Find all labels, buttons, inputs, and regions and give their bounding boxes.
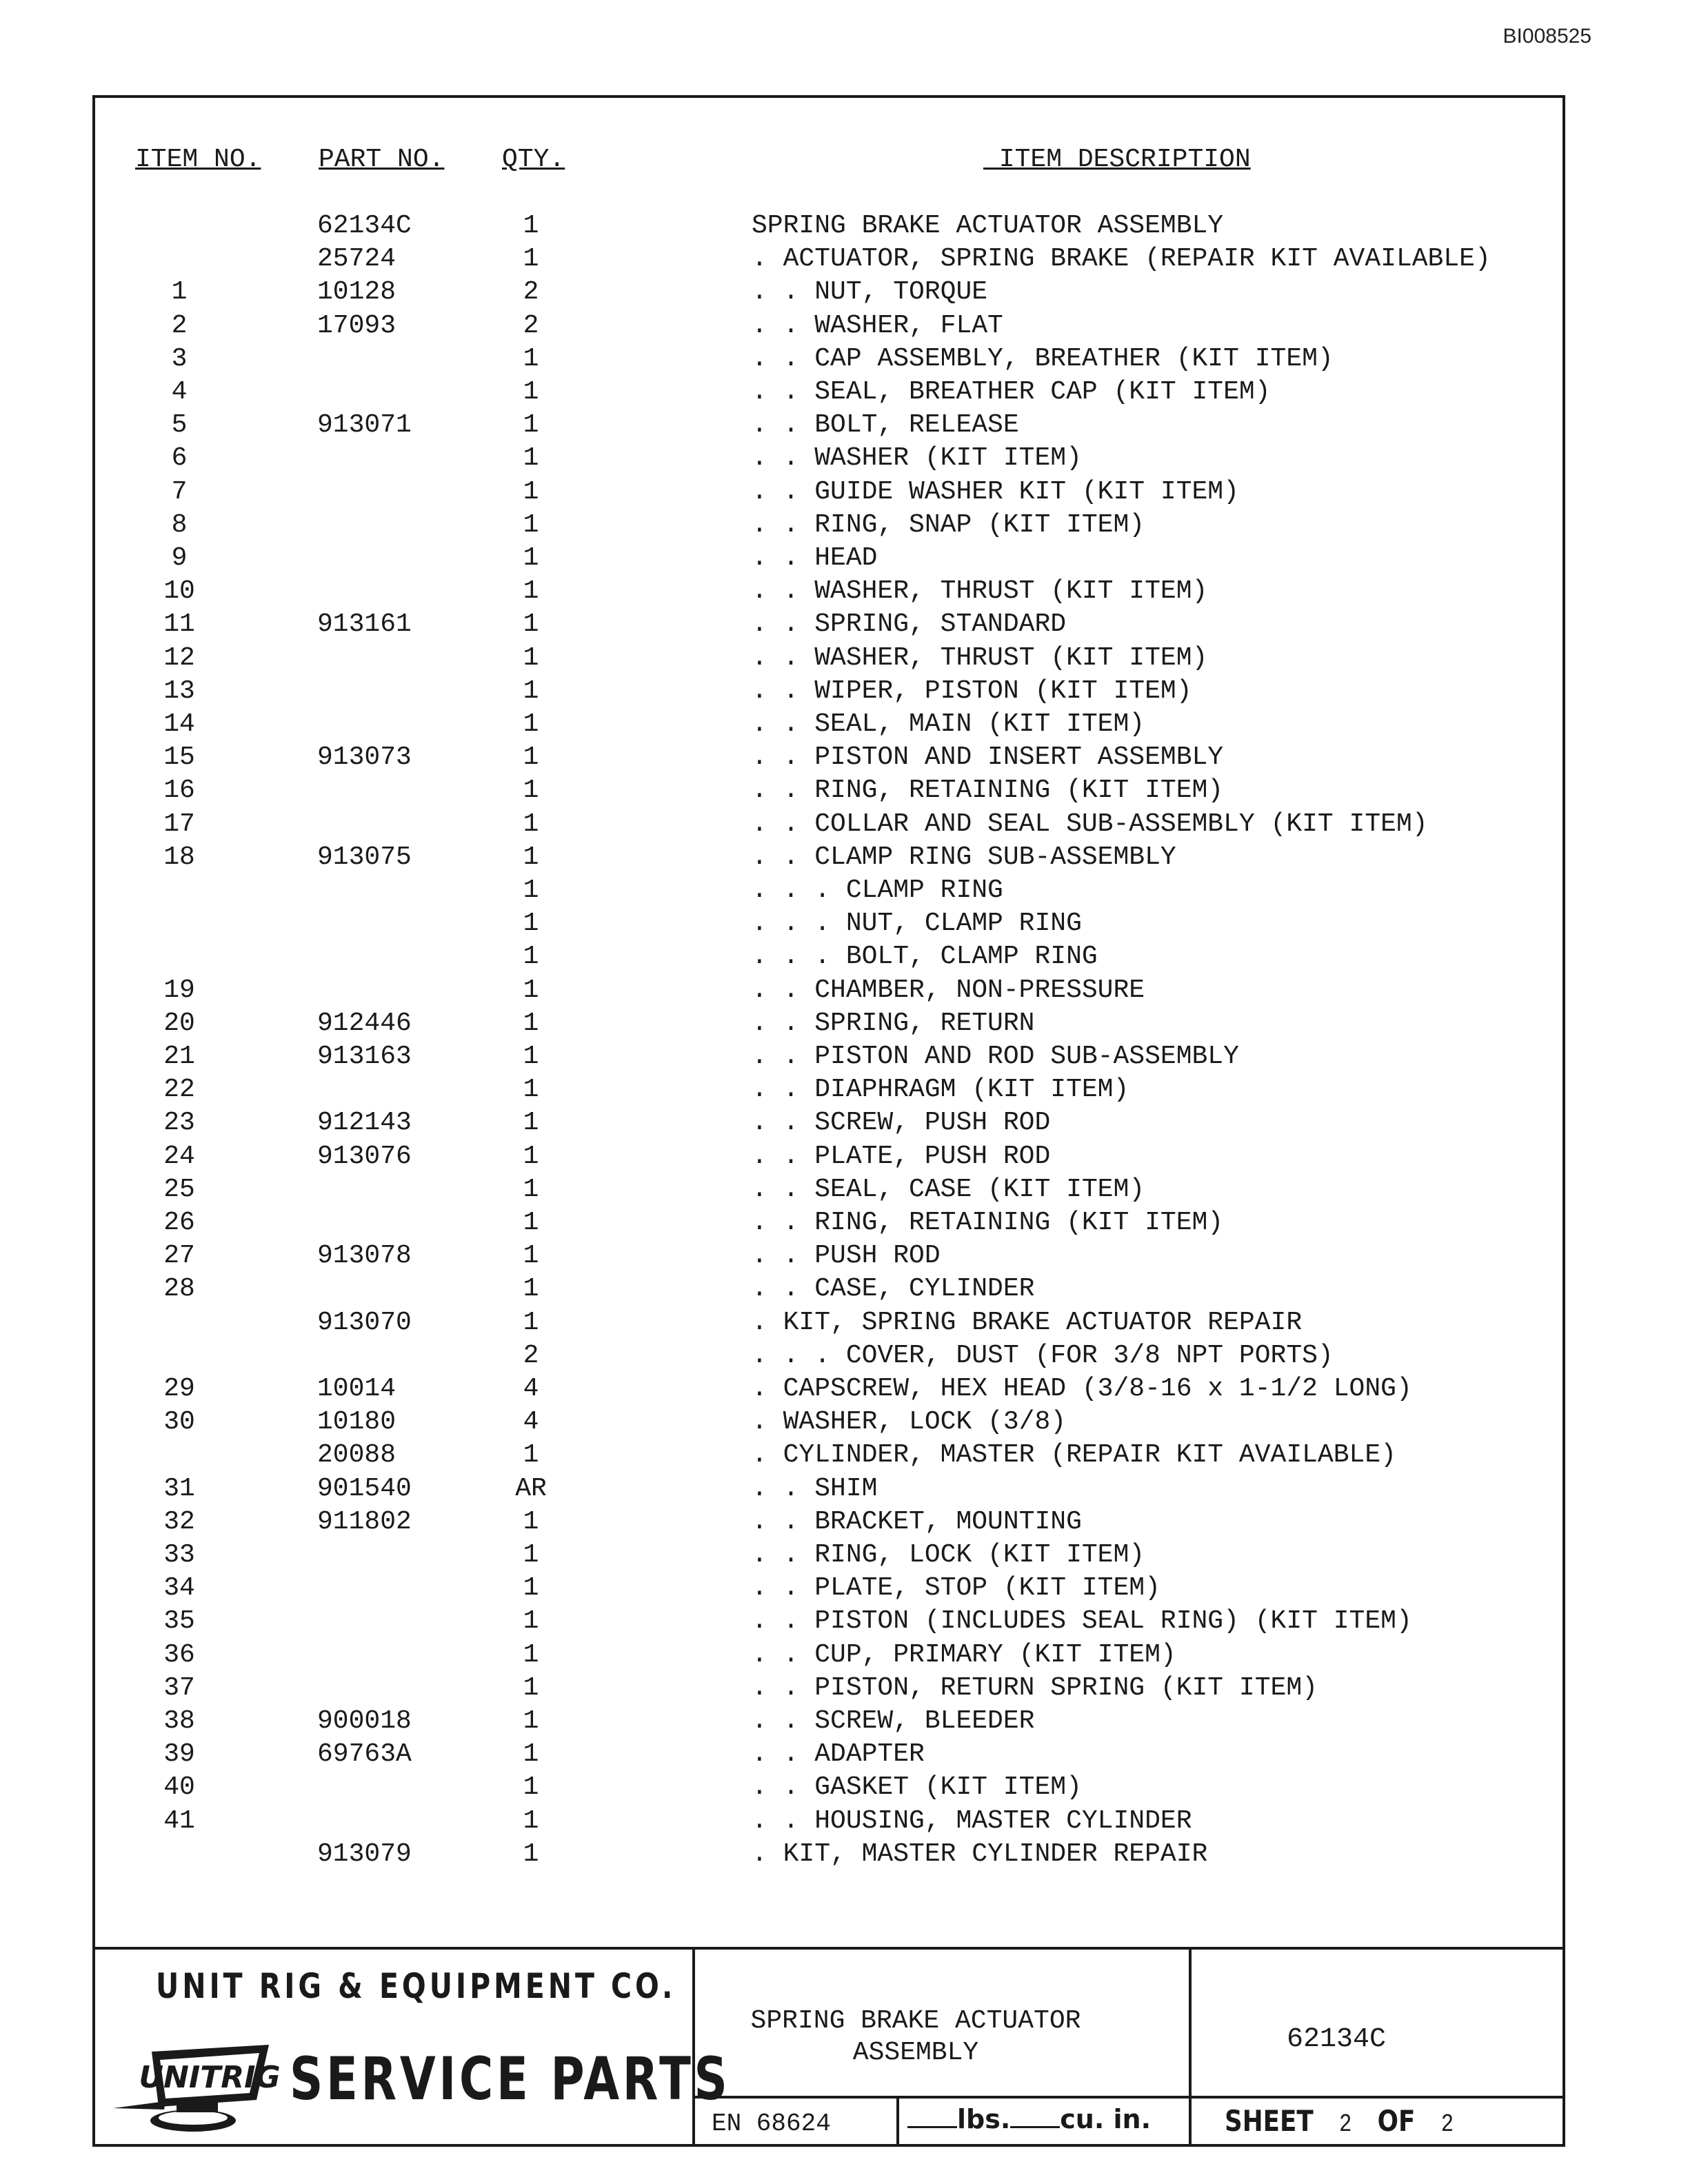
item-description: . . PUSH ROD [752, 1241, 941, 1271]
item-description: . . BRACKET, MOUNTING [752, 1506, 1082, 1537]
drawing-title-line-1: SPRING BRAKE ACTUATOR [750, 2006, 1081, 2036]
part-number: 10014 [317, 1374, 396, 1404]
table-row [0, 874, 1688, 907]
item-number: 31 [163, 1473, 195, 1504]
item-number: 6 [171, 443, 188, 474]
item-description: . . CASE, CYLINDER [752, 1274, 1035, 1304]
item-number: 32 [163, 1506, 195, 1537]
sheet-label: SHEET [1225, 2104, 1314, 2138]
item-number: 16 [163, 776, 195, 806]
quantity: 1 [523, 343, 539, 374]
quantity: 1 [523, 942, 539, 972]
part-number: 20088 [317, 1440, 396, 1470]
unit-rig-logo-icon [110, 2024, 283, 2141]
quantity: 1 [523, 643, 539, 673]
logo-lettering: UNITRIG [139, 2060, 281, 2095]
table-row [0, 1838, 1688, 1871]
item-description: . . . CLAMP RING [752, 876, 1003, 905]
item-description: . . SCREW, PUSH ROD [752, 1108, 1051, 1138]
item-description: . . CLAMP RING SUB-ASSEMBLY [752, 842, 1176, 872]
quantity: 1 [523, 443, 539, 474]
sheet-number-field [1225, 2104, 1454, 2138]
item-description: . . COLLAR AND SEAL SUB-ASSEMBLY (KIT ITEM) [752, 809, 1428, 839]
table-row [0, 1339, 1688, 1373]
item-description: . . RING, SNAP (KIT ITEM) [752, 509, 1145, 540]
header-part-no: PART NO. [319, 145, 445, 174]
item-number: 41 [163, 1806, 195, 1836]
table-row [0, 509, 1688, 542]
drawing-number: 62134C [1286, 2024, 1387, 2055]
quantity: AR [515, 1473, 547, 1504]
item-description: . . RING, RETAINING (KIT ITEM) [752, 776, 1224, 806]
part-number: 911802 [317, 1506, 412, 1537]
part-number: 912446 [317, 1008, 412, 1038]
table-row [0, 642, 1688, 675]
quantity: 1 [523, 1672, 539, 1703]
quantity: 1 [523, 1506, 539, 1537]
quantity: 1 [523, 211, 539, 241]
item-description: . CAPSCREW, HEX HEAD (3/8-16 x 1-1/2 LONG) [752, 1374, 1412, 1404]
quantity: 1 [523, 1141, 539, 1171]
table-row [0, 243, 1688, 276]
item-description: . . BOLT, RELEASE [752, 410, 1019, 441]
item-description: . . CHAMBER, NON-PRESSURE [752, 975, 1145, 1005]
item-description: . . PLATE, STOP (KIT ITEM) [752, 1573, 1160, 1604]
item-number: 9 [171, 543, 188, 573]
sheet-number: 2 [1339, 2110, 1352, 2138]
part-number: 62134C [317, 211, 412, 241]
item-number: 40 [163, 1772, 195, 1803]
quantity: 1 [523, 1839, 539, 1869]
quantity: 1 [523, 244, 539, 274]
table-row [0, 1106, 1688, 1140]
item-description: . . PLATE, PUSH ROD [752, 1141, 1051, 1171]
item-number: 37 [163, 1672, 195, 1703]
item-number: 22 [163, 1075, 195, 1105]
quantity: 1 [523, 709, 539, 739]
item-number: 12 [163, 643, 195, 673]
quantity: 4 [523, 1407, 539, 1437]
table-row [0, 1539, 1688, 1572]
item-description: . . DIAPHRAGM (KIT ITEM) [752, 1075, 1129, 1105]
item-description: . . GUIDE WASHER KIT (KIT ITEM) [752, 476, 1239, 507]
lbs-label: lbs. [957, 2104, 1011, 2134]
quantity: 1 [523, 1739, 539, 1770]
item-description: . . PISTON (INCLUDES SEAL RING) (KIT ITEM) [752, 1606, 1412, 1637]
quantity: 1 [523, 776, 539, 806]
item-description: . . PISTON AND ROD SUB-ASSEMBLY [752, 1042, 1239, 1071]
item-number: 8 [171, 509, 188, 540]
quantity: 1 [523, 1042, 539, 1071]
quantity: 1 [523, 1573, 539, 1604]
quantity: 1 [523, 1008, 539, 1038]
item-number: 14 [163, 709, 195, 739]
item-description: . . WASHER, THRUST (KIT ITEM) [752, 576, 1208, 607]
item-description: . . WASHER, THRUST (KIT ITEM) [752, 643, 1208, 673]
quantity: 1 [523, 1806, 539, 1836]
item-number: 24 [163, 1141, 195, 1171]
table-row [0, 343, 1688, 376]
part-number: 901540 [317, 1473, 412, 1504]
quantity: 4 [523, 1374, 539, 1404]
quantity: 1 [523, 1274, 539, 1304]
table-row [0, 774, 1688, 807]
quantity: 1 [523, 909, 539, 939]
table-row [0, 1506, 1688, 1539]
table-row [0, 276, 1688, 309]
quantity: 2 [523, 310, 539, 341]
item-description: . . . BOLT, CLAMP RING [752, 942, 1098, 972]
item-description: . . WIPER, PISTON (KIT ITEM) [752, 676, 1192, 706]
table-row [0, 1605, 1688, 1638]
table-row [0, 940, 1688, 973]
item-description: . . . COVER, DUST (FOR 3/8 NPT PORTS) [752, 1340, 1334, 1371]
item-description: . . SPRING, STANDARD [752, 609, 1067, 640]
of-label: OF [1377, 2104, 1416, 2138]
item-number: 21 [163, 1042, 195, 1071]
item-description: SPRING BRAKE ACTUATOR ASSEMBLY [752, 211, 1224, 241]
item-description: . KIT, MASTER CYLINDER REPAIR [752, 1839, 1208, 1869]
quantity: 1 [523, 1706, 539, 1736]
quantity: 1 [523, 576, 539, 607]
table-row [0, 841, 1688, 874]
item-description: . . SPRING, RETURN [752, 1008, 1035, 1038]
table-row [0, 1073, 1688, 1106]
item-number: 29 [163, 1374, 195, 1404]
part-number: 912143 [317, 1108, 412, 1138]
part-number: 69763A [317, 1739, 412, 1770]
quantity: 1 [523, 809, 539, 839]
table-row [0, 1306, 1688, 1339]
item-description: . . SEAL, BREATHER CAP (KIT ITEM) [752, 377, 1271, 407]
quantity: 2 [523, 277, 539, 307]
item-description: . . ADAPTER [752, 1739, 925, 1770]
item-number: 15 [163, 742, 195, 773]
table-row [0, 1705, 1688, 1738]
item-number: 39 [163, 1739, 195, 1770]
item-description: . . HOUSING, MASTER CYLINDER [752, 1806, 1192, 1836]
item-description: . CYLINDER, MASTER (REPAIR KIT AVAILABLE) [752, 1440, 1396, 1470]
quantity: 1 [523, 975, 539, 1005]
header-item-no: ITEM NO. [135, 145, 261, 174]
table-row [0, 1007, 1688, 1040]
quantity: 1 [523, 1307, 539, 1337]
part-number: 25724 [317, 244, 396, 274]
table-row [0, 210, 1688, 243]
quantity: 1 [523, 1540, 539, 1570]
item-description: . . SHIM [752, 1473, 878, 1504]
title-block-divider [1189, 1947, 1192, 2099]
item-number: 17 [163, 809, 195, 839]
table-row [0, 1672, 1688, 1705]
table-row [0, 409, 1688, 442]
part-number: 913071 [317, 410, 412, 441]
table-row [0, 1572, 1688, 1605]
table-row [0, 907, 1688, 940]
table-row [0, 1240, 1688, 1273]
item-description: . . PISTON, RETURN SPRING (KIT ITEM) [752, 1672, 1318, 1703]
table-row [0, 376, 1688, 409]
item-description: . KIT, SPRING BRAKE ACTUATOR REPAIR [752, 1307, 1303, 1337]
item-number: 10 [163, 576, 195, 607]
table-row [0, 1040, 1688, 1073]
item-description: . ACTUATOR, SPRING BRAKE (REPAIR KIT AVAILABLE) [752, 244, 1491, 274]
item-description: . . SEAL, CASE (KIT ITEM) [752, 1174, 1145, 1204]
quantity: 1 [523, 476, 539, 507]
header-qty: QTY. [502, 145, 565, 174]
item-number: 30 [163, 1407, 195, 1437]
item-description: . . CUP, PRIMARY (KIT ITEM) [752, 1639, 1176, 1670]
title-block-divider [692, 2096, 1565, 2099]
quantity: 2 [523, 1340, 539, 1371]
quantity: 1 [523, 742, 539, 773]
item-number: 28 [163, 1274, 195, 1304]
part-number: 10128 [317, 277, 396, 307]
part-number: 913070 [317, 1307, 412, 1337]
service-parts-label: SERVICE PARTS [290, 2045, 731, 2114]
weight-volume-field [907, 2104, 1151, 2134]
item-description: . . WASHER, FLAT [752, 310, 1003, 341]
table-row [0, 608, 1688, 641]
table-row [0, 476, 1688, 509]
table-row [0, 442, 1688, 475]
quantity: 1 [523, 1108, 539, 1138]
item-number: 34 [163, 1573, 195, 1604]
table-row [0, 1639, 1688, 1672]
item-number: 18 [163, 842, 195, 872]
quantity: 1 [523, 1174, 539, 1204]
item-number: 25 [163, 1174, 195, 1204]
part-number: 17093 [317, 310, 396, 341]
table-row [0, 1206, 1688, 1240]
quantity: 1 [523, 1606, 539, 1637]
table-row [0, 675, 1688, 708]
item-number: 23 [163, 1108, 195, 1138]
item-number: 26 [163, 1208, 195, 1237]
item-number: 13 [163, 676, 195, 706]
table-row [0, 1140, 1688, 1173]
table-row [0, 1771, 1688, 1804]
quantity: 1 [523, 410, 539, 441]
title-block-divider [1189, 2096, 1192, 2147]
quantity: 1 [523, 1440, 539, 1470]
table-row [0, 1173, 1688, 1206]
quantity: 1 [523, 842, 539, 872]
item-number: 4 [171, 377, 188, 407]
quantity: 1 [523, 543, 539, 573]
table-row [0, 575, 1688, 608]
quantity: 1 [523, 676, 539, 706]
item-description: . . CAP ASSEMBLY, BREATHER (KIT ITEM) [752, 343, 1334, 374]
drawing-title-line-2: ASSEMBLY [852, 2038, 979, 2067]
part-number: 913079 [317, 1839, 412, 1869]
item-number: 5 [171, 410, 188, 441]
item-number: 3 [171, 343, 188, 374]
table-row [0, 1273, 1688, 1306]
item-number: 19 [163, 975, 195, 1005]
quantity: 1 [523, 1772, 539, 1803]
quantity: 1 [523, 1075, 539, 1105]
table-row [0, 741, 1688, 774]
document-id: BI008525 [1503, 25, 1591, 48]
part-number: 900018 [317, 1706, 412, 1736]
part-number: 913075 [317, 842, 412, 872]
table-row [0, 1439, 1688, 1472]
part-number: 913078 [317, 1241, 412, 1271]
table-row [0, 1805, 1688, 1838]
item-number: 1 [171, 277, 188, 307]
table-row [0, 974, 1688, 1007]
part-number: 913161 [317, 609, 412, 640]
header-item-description: ITEM DESCRIPTION [983, 145, 1251, 174]
title-block-divider [896, 2096, 899, 2147]
table-row [0, 1373, 1688, 1406]
quantity: 1 [523, 609, 539, 640]
quantity: 1 [523, 377, 539, 407]
item-description: . WASHER, LOCK (3/8) [752, 1407, 1067, 1437]
table-row [0, 808, 1688, 841]
item-number: 33 [163, 1540, 195, 1570]
table-row [0, 1406, 1688, 1439]
item-description: . . SEAL, MAIN (KIT ITEM) [752, 709, 1145, 739]
part-number: 913163 [317, 1042, 412, 1071]
table-row [0, 310, 1688, 343]
item-number: 35 [163, 1606, 195, 1637]
part-number: 913076 [317, 1141, 412, 1171]
part-number: 10180 [317, 1407, 396, 1437]
sheet-total: 2 [1440, 2110, 1454, 2138]
item-description: . . NUT, TORQUE [752, 277, 988, 307]
item-number: 2 [171, 310, 188, 341]
quantity: 1 [523, 1241, 539, 1271]
company-name: UNIT RIG & EQUIPMENT CO. [156, 1966, 676, 2006]
item-description: . . RING, LOCK (KIT ITEM) [752, 1540, 1145, 1570]
engineering-notice: EN 68624 [712, 2110, 831, 2138]
table-row [0, 1738, 1688, 1771]
quantity: 1 [523, 1639, 539, 1670]
cu-in-label: cu. in. [1060, 2104, 1152, 2134]
item-number: 7 [171, 476, 188, 507]
item-description: . . . NUT, CLAMP RING [752, 909, 1082, 939]
quantity: 1 [523, 1208, 539, 1237]
item-description: . . GASKET (KIT ITEM) [752, 1772, 1082, 1803]
item-number: 11 [163, 609, 195, 640]
item-description: . . PISTON AND INSERT ASSEMBLY [752, 742, 1224, 773]
item-description: . . WASHER (KIT ITEM) [752, 443, 1082, 474]
item-number: 20 [163, 1008, 195, 1038]
table-row [0, 708, 1688, 741]
quantity: 1 [523, 509, 539, 540]
table-row [0, 542, 1688, 575]
table-row [0, 1473, 1688, 1506]
item-number: 27 [163, 1241, 195, 1271]
item-number: 36 [163, 1639, 195, 1670]
item-description: . . RING, RETAINING (KIT ITEM) [752, 1208, 1224, 1237]
part-number: 913073 [317, 742, 412, 773]
quantity: 1 [523, 876, 539, 905]
item-number: 38 [163, 1706, 195, 1736]
item-description: . . HEAD [752, 543, 878, 573]
item-description: . . SCREW, BLEEDER [752, 1706, 1035, 1736]
